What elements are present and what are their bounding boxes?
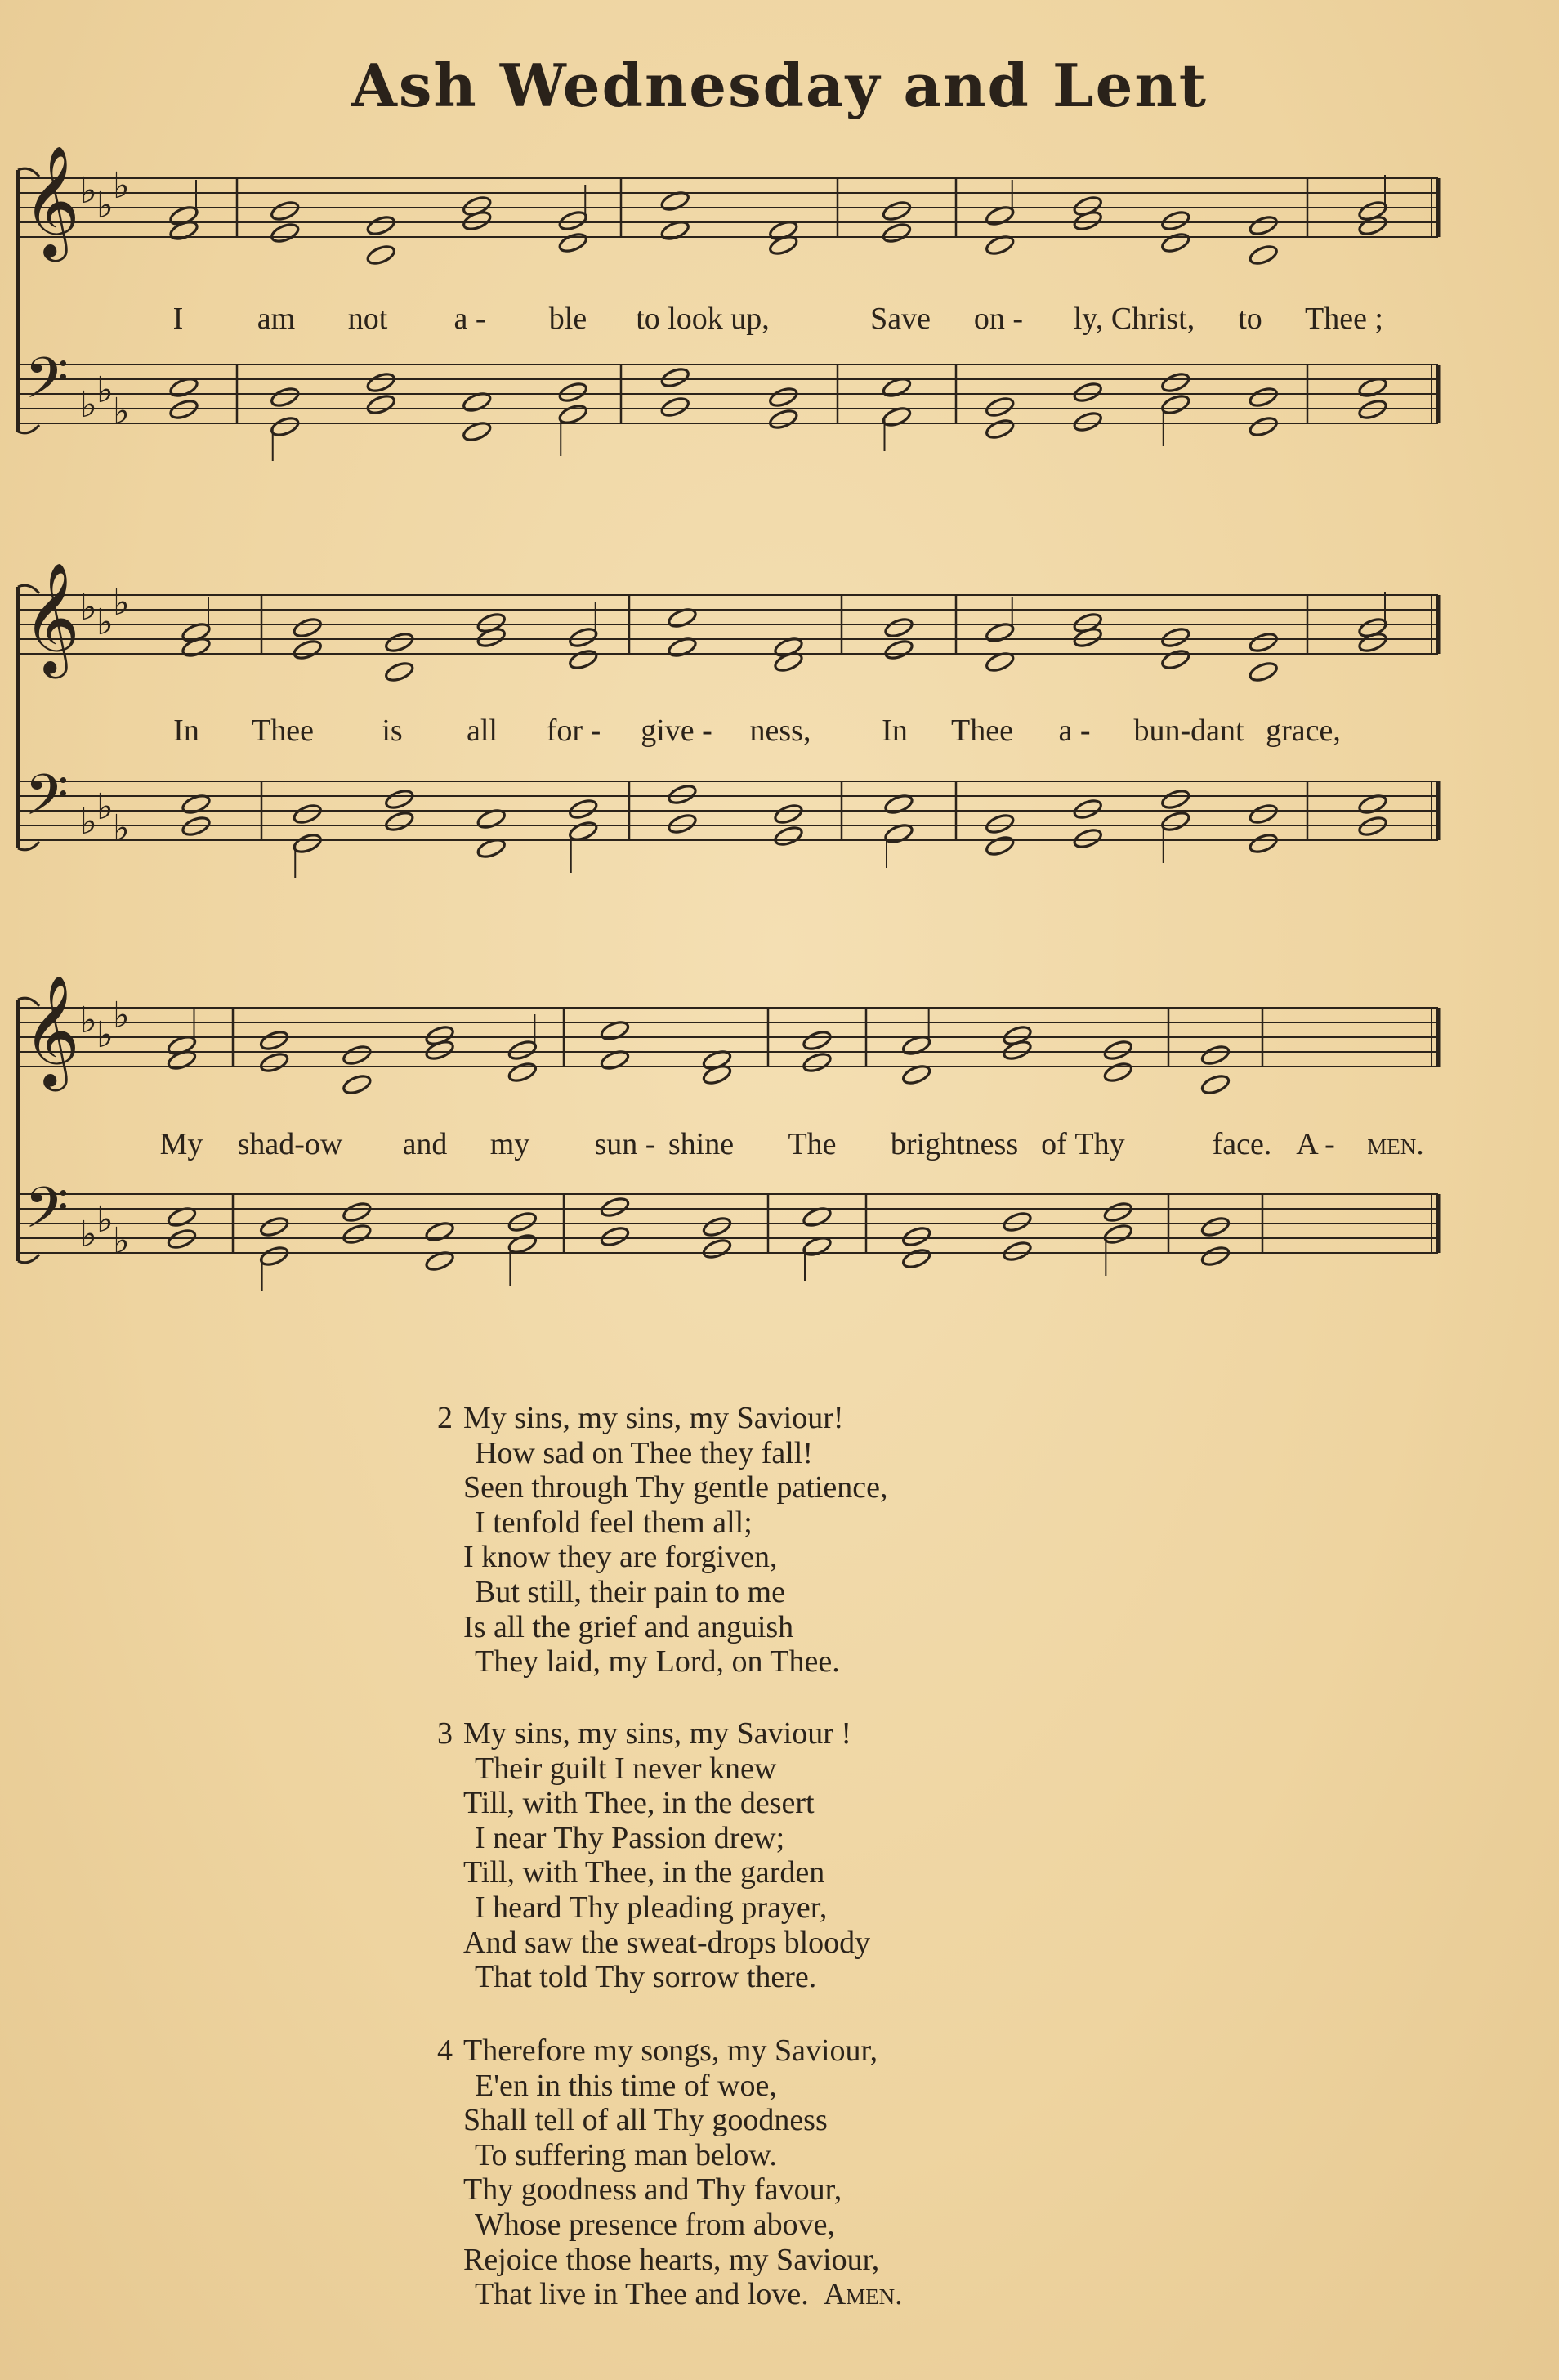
note-head <box>384 631 415 654</box>
note-head-outline <box>1248 244 1279 266</box>
note-head-outline <box>1072 381 1103 404</box>
note-head-outline <box>985 834 1016 857</box>
verse-line: I know they are forgiven, <box>463 1540 778 1575</box>
note-head-outline <box>901 1225 932 1248</box>
verse-number: 3 <box>437 1716 453 1751</box>
note-head <box>507 1210 538 1233</box>
note-head <box>1160 209 1191 232</box>
verse-4 <box>437 2033 1173 2312</box>
note-head-outline <box>1160 393 1191 416</box>
note-head-outline <box>1002 1210 1033 1233</box>
note-head <box>1160 648 1191 671</box>
verse-3 <box>437 1716 1173 1995</box>
note-head-outline <box>802 1051 833 1074</box>
note-head-outline <box>342 1223 373 1246</box>
note-head-outline <box>802 1029 833 1052</box>
lyric-syllable: shad-ow <box>237 1127 343 1161</box>
note-head <box>292 616 323 639</box>
note-head-outline <box>365 393 396 416</box>
treble-clef-icon: 𝄞 <box>23 561 80 673</box>
note-head <box>667 812 698 835</box>
bass-clef-icon: 𝄢 <box>25 762 69 842</box>
note-head-outline <box>292 803 323 825</box>
note-head <box>1002 1210 1033 1233</box>
note-head <box>1160 371 1191 394</box>
lyric-syllable: In <box>173 714 199 748</box>
note-head-outline <box>1102 1039 1133 1062</box>
lyric-syllable: a - <box>453 302 486 336</box>
verse-number: 2 <box>437 1401 453 1435</box>
flat-icon: ♭ <box>113 808 130 849</box>
lyric-syllable: My <box>159 1127 203 1161</box>
note-head-outline <box>883 638 914 661</box>
note-head <box>773 803 804 825</box>
note-head <box>292 803 323 825</box>
note-head-outline <box>1160 209 1191 232</box>
note-head-outline <box>1002 1240 1033 1263</box>
lyric-syllable: Thee <box>252 714 314 748</box>
note-head <box>985 396 1016 418</box>
verse-line: Seen through Thy gentle patience, <box>463 1470 888 1505</box>
note-head-outline <box>259 1245 290 1268</box>
note-head <box>985 812 1016 835</box>
note-head-outline <box>883 616 914 639</box>
note-head-outline <box>1160 626 1191 649</box>
verse-line: But still, their pain to me <box>475 1574 785 1609</box>
note-head <box>270 415 301 438</box>
lyric-syllable: all <box>467 714 498 748</box>
note-head-outline <box>507 1039 538 1062</box>
note-head <box>557 231 588 254</box>
note-head <box>1248 214 1279 237</box>
bass-clef-icon: 𝄢 <box>25 345 69 425</box>
note-head-outline <box>1200 1245 1231 1268</box>
lyric-syllable: of <box>1041 1127 1067 1161</box>
note-head-outline <box>1160 788 1191 811</box>
verse-line: Till, with Thee, in the garden <box>463 1855 825 1890</box>
note-head <box>1248 244 1279 266</box>
note-head-outline <box>600 1196 631 1219</box>
note-head <box>568 626 599 649</box>
note-head <box>1248 803 1279 825</box>
note-head-outline <box>1248 803 1279 825</box>
note-head <box>1248 386 1279 409</box>
note-head <box>365 371 396 394</box>
lyric-syllable: give - <box>641 714 712 748</box>
note-head <box>342 1223 373 1246</box>
note-head <box>568 648 599 671</box>
note-head <box>901 1225 932 1248</box>
note-head-outline <box>568 626 599 649</box>
note-head-outline <box>342 1201 373 1224</box>
note-head-outline <box>1102 1223 1133 1246</box>
note-head-outline <box>568 648 599 671</box>
lyric-syllable: face. <box>1212 1127 1272 1161</box>
note-head <box>507 1232 538 1255</box>
note-head <box>292 638 323 661</box>
system-bracket-cap <box>18 842 39 850</box>
note-head <box>768 386 799 409</box>
note-head <box>384 788 415 811</box>
note-head <box>882 199 913 222</box>
note-head <box>292 832 323 855</box>
note-head <box>557 381 588 404</box>
note-head-outline <box>768 386 799 409</box>
note-head-outline <box>292 638 323 661</box>
note-head <box>384 660 415 683</box>
note-head-outline <box>507 1061 538 1084</box>
lyric-syllable: brightness <box>890 1127 1019 1161</box>
note-head <box>568 798 599 821</box>
note-head <box>1160 626 1191 649</box>
verse-line: 3 My sins, my sins, my Saviour ! <box>437 1716 852 1751</box>
note-head-outline <box>384 788 415 811</box>
note-head-outline <box>1200 1073 1231 1096</box>
verse-line: Is all the grief and anguish <box>463 1609 794 1644</box>
note-head-outline <box>985 396 1016 418</box>
note-head-outline <box>702 1215 733 1238</box>
verse-line: That live in Thee and love. Amen. <box>475 2277 903 2312</box>
note-head-outline <box>342 1073 373 1096</box>
note-head-outline <box>901 1247 932 1270</box>
lyric-syllable: ness, <box>749 714 811 748</box>
note-head-outline <box>384 631 415 654</box>
note-head-outline <box>1160 810 1191 833</box>
note-head <box>667 783 698 806</box>
note-head <box>659 366 690 389</box>
note-head-outline <box>882 199 913 222</box>
note-head <box>702 1237 733 1260</box>
note-head <box>802 1029 833 1052</box>
note-head <box>802 1051 833 1074</box>
note-head-outline <box>985 812 1016 835</box>
note-head <box>259 1029 290 1052</box>
note-head-outline <box>568 820 599 843</box>
flat-icon: ♭ <box>80 587 97 629</box>
note-head <box>882 221 913 244</box>
flat-icon: ♭ <box>113 165 130 207</box>
flat-icon: ♭ <box>113 1220 130 1262</box>
note-head <box>557 403 588 426</box>
flat-icon: ♭ <box>80 1214 97 1255</box>
note-head <box>1002 1240 1033 1263</box>
note-head <box>270 386 301 409</box>
lyric-syllable: ble <box>548 302 587 336</box>
verse-line: To suffering man below. <box>475 2137 777 2172</box>
note-head-outline <box>1072 827 1103 850</box>
note-head <box>1102 1061 1133 1084</box>
lyric-syllable: and <box>402 1127 448 1161</box>
note-head-outline <box>292 616 323 639</box>
flat-icon: ♭ <box>80 801 97 843</box>
system-bracket-cap <box>18 1255 39 1263</box>
treble-clef-icon: 𝄞 <box>23 144 80 257</box>
note-head <box>270 199 301 222</box>
lyric-syllable: Thee ; <box>1304 302 1384 336</box>
lyric-syllable: Thee <box>951 714 1013 748</box>
flat-icon: ♭ <box>113 391 130 432</box>
note-head <box>985 834 1016 857</box>
verse-line: Their guilt I never knew <box>475 1751 777 1786</box>
note-head-outline <box>292 832 323 855</box>
note-head-outline <box>773 825 804 848</box>
note-head <box>768 408 799 431</box>
note-head <box>568 820 599 843</box>
note-head-outline <box>768 408 799 431</box>
note-head-outline <box>259 1215 290 1238</box>
note-head <box>1200 1073 1231 1096</box>
note-head <box>365 244 396 266</box>
lyric-syllable: Save <box>870 302 931 336</box>
system-bracket-cap <box>18 425 39 433</box>
note-head-outline <box>1160 371 1191 394</box>
flat-icon: ♭ <box>96 185 114 226</box>
note-head <box>259 1051 290 1074</box>
verse-line: Rejoice those hearts, my Saviour, <box>463 2242 880 2277</box>
verse-line: I heard Thy pleading prayer, <box>475 1890 828 1925</box>
note-head-outline <box>365 244 396 266</box>
note-head-outline <box>259 1029 290 1052</box>
note-head <box>259 1245 290 1268</box>
note-head <box>1248 660 1279 683</box>
lyric-syllable: ly, Christ, <box>1073 302 1195 336</box>
note-head-outline <box>659 366 690 389</box>
note-head-outline <box>1248 631 1279 654</box>
page-title: Ash Wednesday and Lent <box>351 51 1208 120</box>
lyric-syllable: sun - <box>594 1127 656 1161</box>
lyric-syllable: to look up, <box>636 302 770 336</box>
note-head <box>1200 1044 1231 1067</box>
lyric-syllable: I <box>172 302 184 336</box>
lyric-line-1 <box>0 301 1559 350</box>
lyric-syllable: bun-dant <box>1133 714 1244 748</box>
note-head-outline <box>882 221 913 244</box>
note-head-outline <box>1200 1044 1231 1067</box>
amen-label: Amen. <box>823 2277 903 2312</box>
note-head-outline <box>1248 660 1279 683</box>
note-head-outline <box>1160 648 1191 671</box>
note-head <box>365 214 396 237</box>
note-head-outline <box>342 1044 373 1067</box>
note-head-outline <box>1102 1201 1133 1224</box>
note-head <box>1102 1039 1133 1062</box>
note-head-outline <box>365 214 396 237</box>
verse-2 <box>437 1401 1173 1680</box>
verse-line: Till, with Thee, in the desert <box>463 1786 815 1821</box>
note-head <box>773 825 804 848</box>
note-head <box>1072 381 1103 404</box>
verse-line: Whose presence from above, <box>475 2207 836 2242</box>
lyric-syllable: Thy <box>1074 1127 1125 1161</box>
note-head-outline <box>270 199 301 222</box>
note-head-outline <box>384 810 415 833</box>
lyric-syllable: In <box>882 714 908 748</box>
note-head <box>883 638 914 661</box>
flat-icon: ♭ <box>113 995 130 1036</box>
note-head <box>1248 832 1279 855</box>
note-head <box>883 616 914 639</box>
bass-clef-icon: 𝄢 <box>25 1174 69 1255</box>
verse-line: That told Thy sorrow there. <box>475 1960 817 1995</box>
note-head-outline <box>557 209 588 232</box>
verse-line: Thy goodness and Thy favour, <box>463 2172 842 2208</box>
flat-icon: ♭ <box>80 384 97 426</box>
note-head <box>342 1201 373 1224</box>
note-head-outline <box>773 803 804 825</box>
note-head-outline <box>365 371 396 394</box>
note-head-outline <box>659 396 690 418</box>
treble-clef-icon: 𝄞 <box>23 973 80 1086</box>
lyric-syllable: a - <box>1058 714 1091 748</box>
note-head-outline <box>270 415 301 438</box>
note-head-outline <box>985 418 1016 441</box>
note-head <box>1200 1215 1231 1238</box>
note-head <box>557 209 588 232</box>
lyric-syllable: A - <box>1296 1127 1335 1161</box>
note-head-outline <box>1102 1061 1133 1084</box>
note-head-outline <box>259 1051 290 1074</box>
note-head-outline <box>384 660 415 683</box>
note-head-outline <box>1248 832 1279 855</box>
note-head-outline <box>557 381 588 404</box>
note-head <box>1160 393 1191 416</box>
note-head <box>985 418 1016 441</box>
note-head <box>1160 788 1191 811</box>
note-head <box>1072 827 1103 850</box>
note-head-outline <box>270 221 301 244</box>
note-head-outline <box>1248 415 1279 438</box>
lyric-syllable: shine <box>668 1127 735 1161</box>
note-head-outline <box>1248 386 1279 409</box>
note-head-outline <box>1072 410 1103 433</box>
flat-icon: ♭ <box>96 786 114 828</box>
verse-line: And saw the sweat-drops bloody <box>463 1925 871 1960</box>
lyric-syllable: men. <box>1367 1127 1424 1161</box>
lyric-syllable: grace, <box>1266 714 1341 748</box>
lyric-syllable: for - <box>546 714 601 748</box>
flat-icon: ♭ <box>96 369 114 411</box>
note-head <box>259 1215 290 1238</box>
note-head-outline <box>557 231 588 254</box>
note-head <box>901 1247 932 1270</box>
note-head <box>1072 410 1103 433</box>
lyric-syllable: my <box>489 1127 530 1161</box>
verse-line: Shall tell of all Thy goodness <box>463 2103 828 2138</box>
lyric-syllable: to <box>1238 302 1262 336</box>
note-head <box>702 1215 733 1238</box>
note-head <box>1160 231 1191 254</box>
note-head <box>600 1225 631 1248</box>
flat-icon: ♭ <box>96 602 114 643</box>
note-head-outline <box>1200 1215 1231 1238</box>
lyric-syllable: am <box>257 302 296 336</box>
verse-line: E'en in this time of woe, <box>475 2068 777 2103</box>
verse-number: 4 <box>437 2033 453 2068</box>
lyric-syllable: not <box>347 302 388 336</box>
flat-icon: ♭ <box>80 170 97 212</box>
note-head-outline <box>270 386 301 409</box>
verse-line: 2 My sins, my sins, my Saviour! <box>437 1401 844 1435</box>
flat-icon: ♭ <box>80 1000 97 1041</box>
verse-line: 4 Therefore my songs, my Saviour, <box>437 2033 878 2068</box>
note-head-outline <box>1160 231 1191 254</box>
note-head <box>507 1039 538 1062</box>
verse-line: How sad on Thee they fall! <box>475 1435 814 1470</box>
flat-icon: ♭ <box>96 1199 114 1241</box>
note-head <box>342 1044 373 1067</box>
note-head <box>365 393 396 416</box>
lyric-syllable: is <box>382 714 403 748</box>
note-head <box>1248 415 1279 438</box>
note-head <box>270 221 301 244</box>
note-head <box>600 1196 631 1219</box>
note-head-outline <box>568 798 599 821</box>
lyric-syllable: The <box>788 1127 837 1161</box>
note-head <box>507 1061 538 1084</box>
note-head <box>659 396 690 418</box>
note-head-outline <box>702 1237 733 1260</box>
flat-icon: ♭ <box>113 582 130 624</box>
note-head-outline <box>667 812 698 835</box>
note-head-outline <box>507 1210 538 1233</box>
lyric-line-3 <box>0 1126 1559 1175</box>
flat-icon: ♭ <box>96 1014 114 1056</box>
verse-line: They laid, my Lord, on Thee. <box>475 1644 840 1680</box>
note-head <box>1102 1223 1133 1246</box>
note-head <box>1248 631 1279 654</box>
note-head-outline <box>667 783 698 806</box>
note-head <box>1102 1201 1133 1224</box>
note-head <box>1200 1245 1231 1268</box>
verse-line: I tenfold feel them all; <box>475 1505 753 1540</box>
lyric-line-2 <box>0 713 1559 762</box>
verse-line: I near Thy Passion drew; <box>475 1820 785 1855</box>
note-head-outline <box>600 1225 631 1248</box>
lyric-syllable: on - <box>973 302 1024 336</box>
note-head <box>1072 798 1103 821</box>
note-head <box>342 1073 373 1096</box>
note-head-outline <box>507 1232 538 1255</box>
note-head-outline <box>1248 214 1279 237</box>
note-head <box>384 810 415 833</box>
note-head <box>1160 810 1191 833</box>
note-head-outline <box>557 403 588 426</box>
note-head-outline <box>1072 798 1103 821</box>
